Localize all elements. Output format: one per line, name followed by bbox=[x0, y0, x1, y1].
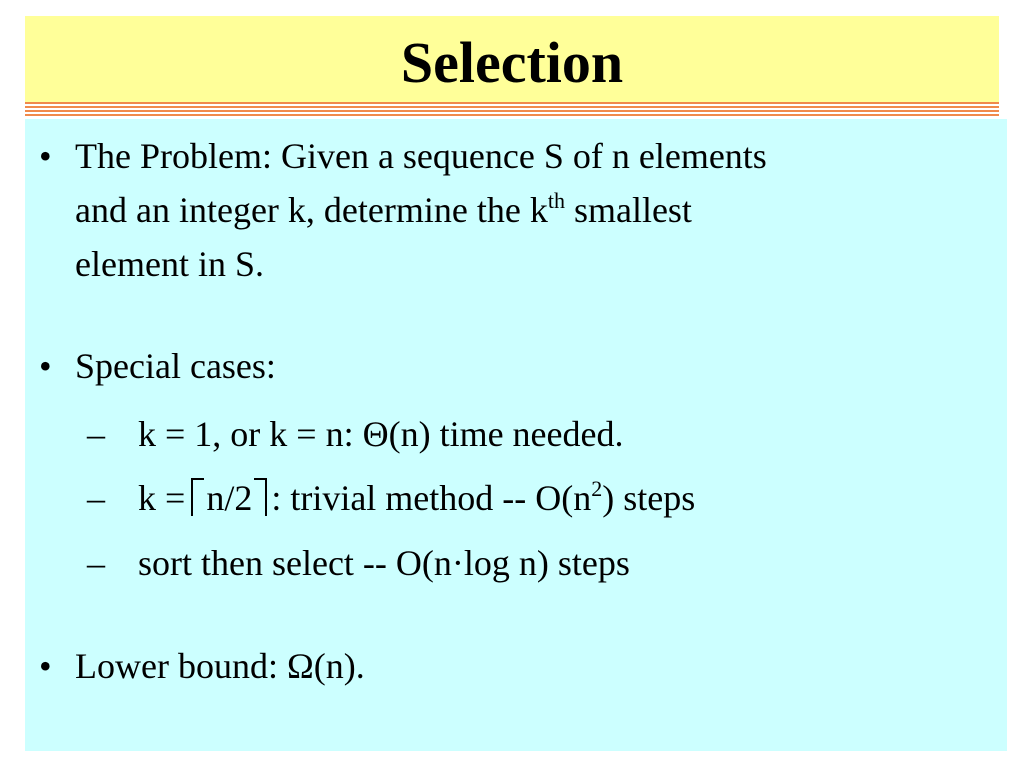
problem-line-3: element in S. bbox=[75, 244, 264, 284]
bullet-icon: • bbox=[39, 136, 52, 176]
ceiling-right-icon bbox=[254, 478, 267, 516]
bullet-icon: • bbox=[39, 346, 52, 386]
slide-title: Selection bbox=[400, 30, 624, 95]
problem-line-2-end: smallest bbox=[564, 190, 692, 230]
special-case-3: sort then select -- O(n·log n) steps bbox=[138, 543, 630, 583]
slide-content bbox=[25, 119, 1007, 751]
dash-icon: – bbox=[87, 543, 105, 583]
special-case-1: k = 1, or k = n: Θ(n) time needed. bbox=[138, 414, 624, 454]
dash-icon: – bbox=[87, 478, 105, 518]
dash-icon: – bbox=[87, 414, 105, 454]
superscript-2: 2 bbox=[591, 476, 603, 501]
problem-line-1: The Problem: Given a sequence S of n elements bbox=[75, 136, 767, 176]
special-case-2 bbox=[138, 477, 695, 519]
superscript-th: th bbox=[547, 188, 565, 213]
lower-bound-line: Lower bound: Ω(n). bbox=[75, 646, 365, 686]
special-case-2-mid: : trivial method -- O(n bbox=[271, 478, 592, 518]
special-case-2-ceil-content: n/2 bbox=[206, 478, 253, 518]
ceiling-left-icon bbox=[191, 478, 204, 516]
special-case-2-end: ) steps bbox=[602, 478, 696, 518]
problem-line-2 bbox=[75, 189, 692, 231]
special-cases-label: Special cases: bbox=[75, 346, 276, 386]
problem-line-2-start: and an integer k, determine the k bbox=[75, 190, 548, 230]
special-case-2-start: k = bbox=[138, 478, 186, 518]
bullet-icon: • bbox=[39, 646, 52, 686]
title-divider bbox=[25, 102, 999, 118]
